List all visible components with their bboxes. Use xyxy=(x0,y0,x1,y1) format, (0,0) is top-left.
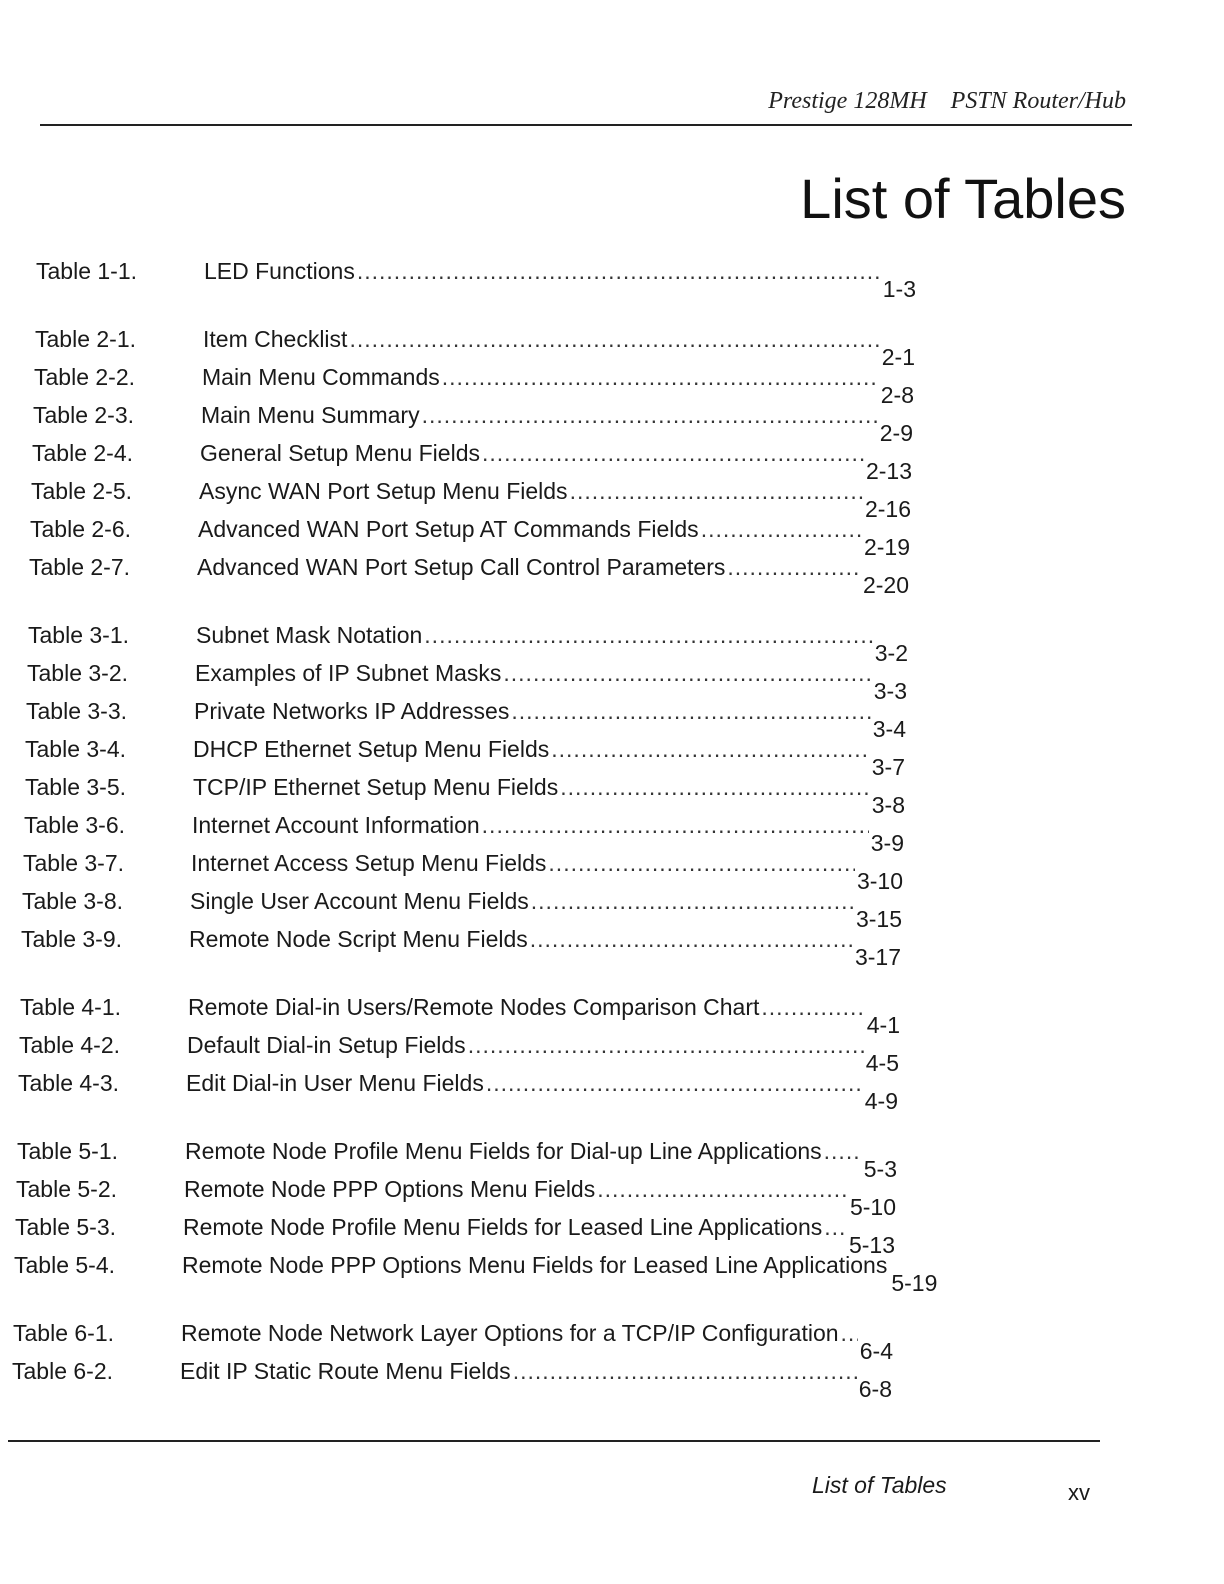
table-number: Table 6-1. xyxy=(13,1320,115,1346)
table-entry-link[interactable] xyxy=(204,258,916,302)
table-entry-link[interactable] xyxy=(189,926,901,970)
table-title: Advanced WAN Port Setup Call Control Parameters xyxy=(197,554,726,580)
dot-leader xyxy=(841,1320,858,1347)
page-number: 3-7 xyxy=(871,754,905,780)
table-title: Async WAN Port Setup Menu Fields xyxy=(199,478,568,504)
table-title: Remote Node Network Layer Options for a TCP/IP Configuration xyxy=(181,1320,839,1346)
table-entry-link[interactable] xyxy=(199,478,911,522)
table-number: Table 3-3. xyxy=(26,698,128,724)
table-title: Remote Node Profile Menu Fields for Leased Line Applications xyxy=(183,1214,823,1240)
dot-leader xyxy=(824,1138,862,1165)
table-title: Item Checklist xyxy=(203,326,348,352)
page-number: 5-19 xyxy=(891,1270,938,1296)
list-item xyxy=(0,1138,1224,1182)
list-item xyxy=(0,622,1224,666)
header-subtitle: PSTN Router/Hub xyxy=(950,88,1126,114)
table-number: Table 2-7. xyxy=(29,554,131,580)
page-number: 2-13 xyxy=(865,458,912,484)
list-item xyxy=(0,1252,1224,1296)
table-entry-link[interactable] xyxy=(193,736,905,780)
table-number: Table 3-9. xyxy=(21,926,123,952)
table-entry-link[interactable] xyxy=(201,402,913,446)
list-item xyxy=(0,926,1224,970)
page-number: 1-3 xyxy=(882,276,916,302)
table-title: TCP/IP Ethernet Setup Menu Fields xyxy=(193,774,559,800)
list-item xyxy=(0,440,1224,484)
page-number: 5-3 xyxy=(863,1156,897,1182)
table-number: Table 2-2. xyxy=(34,364,136,390)
list-item xyxy=(0,258,1224,302)
table-entry-link[interactable] xyxy=(196,622,908,666)
list-item xyxy=(0,850,1224,894)
list-item xyxy=(0,554,1224,598)
table-entry-link[interactable] xyxy=(185,1138,897,1182)
list-item xyxy=(0,994,1224,1038)
table-entry-link[interactable] xyxy=(184,1176,896,1220)
dot-leader xyxy=(597,1176,848,1203)
page-number: 6-4 xyxy=(859,1338,893,1364)
table-number: Table 3-5. xyxy=(25,774,127,800)
dot-leader xyxy=(468,1032,864,1059)
table-entry-link[interactable] xyxy=(202,364,914,408)
table-title: Internet Access Setup Menu Fields xyxy=(191,850,547,876)
footer-rule xyxy=(8,1440,1100,1442)
table-entry-link[interactable] xyxy=(194,698,906,742)
list-item xyxy=(0,774,1224,818)
page-number: 4-9 xyxy=(864,1088,898,1114)
list-item xyxy=(0,402,1224,446)
table-number: Table 2-3. xyxy=(33,402,135,428)
list-item xyxy=(0,736,1224,780)
table-title: General Setup Menu Fields xyxy=(200,440,480,466)
page-number: 3-17 xyxy=(854,944,901,970)
dot-leader xyxy=(570,478,863,505)
table-number: Table 2-6. xyxy=(30,516,132,542)
dot-leader xyxy=(511,698,870,725)
page-number: 2-19 xyxy=(863,534,910,560)
dot-leader xyxy=(551,736,869,763)
table-title: Remote Node PPP Options Menu Fields for Leased Line Applications xyxy=(182,1252,888,1278)
page-number: 3-15 xyxy=(855,906,902,932)
table-number: Table 3-6. xyxy=(24,812,126,838)
page-number: 3-10 xyxy=(856,868,903,894)
table-entry-link[interactable] xyxy=(183,1214,895,1258)
table-number: Table 5-2. xyxy=(16,1176,118,1202)
list-item xyxy=(0,1176,1224,1220)
page-number: 3-8 xyxy=(871,792,905,818)
page-number: 3-4 xyxy=(872,716,906,742)
page-number: 3-3 xyxy=(873,678,907,704)
table-title: Advanced WAN Port Setup AT Commands Fields xyxy=(198,516,699,542)
table-number: Table 3-1. xyxy=(28,622,130,648)
dot-leader xyxy=(503,660,871,687)
dot-leader xyxy=(486,1070,863,1097)
page-number: 5-10 xyxy=(849,1194,896,1220)
page-number: 2-9 xyxy=(879,420,913,446)
dot-leader xyxy=(530,926,853,953)
table-entry-link[interactable] xyxy=(188,994,900,1038)
table-number: Table 6-2. xyxy=(12,1358,114,1384)
table-number: Table 3-7. xyxy=(23,850,125,876)
table-title: Examples of IP Subnet Masks xyxy=(195,660,502,686)
footer-section-title: List of Tables xyxy=(812,1472,947,1498)
dot-leader xyxy=(357,258,881,285)
table-entry-link[interactable] xyxy=(192,812,904,856)
list-item xyxy=(0,478,1224,522)
page-title: List of Tables xyxy=(800,167,1126,230)
page-number: 5-13 xyxy=(848,1232,895,1258)
page-number: 4-5 xyxy=(865,1050,899,1076)
table-entry-link[interactable] xyxy=(190,888,902,932)
list-item xyxy=(0,888,1224,932)
table-number: Table 3-8. xyxy=(22,888,124,914)
table-entry-link[interactable] xyxy=(200,440,912,484)
table-title: Edit Dial-in User Menu Fields xyxy=(186,1070,484,1096)
table-title: DHCP Ethernet Setup Menu Fields xyxy=(193,736,550,762)
table-title: LED Functions xyxy=(204,258,355,284)
table-entry-link[interactable] xyxy=(182,1252,938,1296)
table-number: Table 4-3. xyxy=(18,1070,120,1096)
dot-leader xyxy=(349,326,879,353)
dot-leader xyxy=(727,554,861,581)
page-number: 3-2 xyxy=(874,640,908,666)
list-item xyxy=(0,812,1224,856)
table-number: Table 3-2. xyxy=(27,660,129,686)
page-number: 2-16 xyxy=(864,496,911,522)
dot-leader xyxy=(422,402,878,429)
list-item xyxy=(0,1070,1224,1114)
dot-leader xyxy=(424,622,872,649)
dot-leader xyxy=(482,440,864,467)
table-title: Main Menu Commands xyxy=(202,364,440,390)
list-item xyxy=(0,660,1224,704)
page-number: 6-8 xyxy=(858,1376,892,1402)
table-title: Private Networks IP Addresses xyxy=(194,698,510,724)
page-number: 2-20 xyxy=(862,572,909,598)
list-item xyxy=(0,1214,1224,1258)
dot-leader xyxy=(442,364,879,391)
page-number: 2-8 xyxy=(880,382,914,408)
table-entry-link[interactable] xyxy=(195,660,907,704)
list-item xyxy=(0,326,1224,370)
list-item xyxy=(0,364,1224,408)
list-item xyxy=(0,698,1224,742)
dot-leader xyxy=(513,1358,857,1385)
table-number: Table 4-2. xyxy=(19,1032,121,1058)
table-number: Table 1-1. xyxy=(36,258,138,284)
table-title: Remote Dial-in Users/Remote Nodes Comparison Chart xyxy=(188,994,760,1020)
dot-leader xyxy=(531,888,854,915)
table-title: Internet Account Information xyxy=(192,812,480,838)
list-item xyxy=(0,1032,1224,1076)
dot-leader xyxy=(482,812,869,839)
table-title: Single User Account Menu Fields xyxy=(190,888,529,914)
table-entry-link[interactable] xyxy=(203,326,915,370)
table-number: Table 4-1. xyxy=(20,994,122,1020)
list-item xyxy=(0,1358,1224,1402)
page-number: 2-1 xyxy=(881,344,915,370)
table-entry-link[interactable] xyxy=(193,774,905,818)
table-number: Table 5-4. xyxy=(14,1252,116,1278)
table-number: Table 5-1. xyxy=(17,1138,119,1164)
dot-leader xyxy=(560,774,870,801)
table-entry-link[interactable] xyxy=(198,516,910,560)
table-number: Table 5-3. xyxy=(15,1214,117,1240)
list-item xyxy=(0,1320,1224,1364)
table-title: Edit IP Static Route Menu Fields xyxy=(180,1358,511,1384)
table-title: Remote Node Profile Menu Fields for Dial-up Line Applications xyxy=(185,1138,822,1164)
dot-leader xyxy=(548,850,855,877)
list-item xyxy=(0,516,1224,560)
page-number: 3-9 xyxy=(870,830,904,856)
table-entry-link[interactable] xyxy=(180,1358,892,1402)
table-title: Default Dial-in Setup Fields xyxy=(187,1032,466,1058)
table-number: Table 2-5. xyxy=(31,478,133,504)
table-entry-link[interactable] xyxy=(186,1070,898,1114)
table-number: Table 2-1. xyxy=(35,326,137,352)
table-entry-link[interactable] xyxy=(181,1320,893,1364)
table-entry-link[interactable] xyxy=(191,850,903,894)
table-entry-link[interactable] xyxy=(187,1032,899,1076)
table-title: Remote Node PPP Options Menu Fields xyxy=(184,1176,596,1202)
header-product: Prestige 128MH xyxy=(768,88,927,114)
table-entry-link[interactable] xyxy=(197,554,909,598)
dot-leader xyxy=(824,1214,847,1241)
footer-page-number: xv xyxy=(1068,1480,1090,1505)
table-title: Remote Node Script Menu Fields xyxy=(189,926,528,952)
dot-leader xyxy=(701,516,862,543)
dot-leader xyxy=(761,994,864,1021)
table-number: Table 2-4. xyxy=(32,440,134,466)
table-title: Main Menu Summary xyxy=(201,402,420,428)
table-title: Subnet Mask Notation xyxy=(196,622,423,648)
table-number: Table 3-4. xyxy=(25,736,127,762)
page-number: 4-1 xyxy=(866,1012,900,1038)
